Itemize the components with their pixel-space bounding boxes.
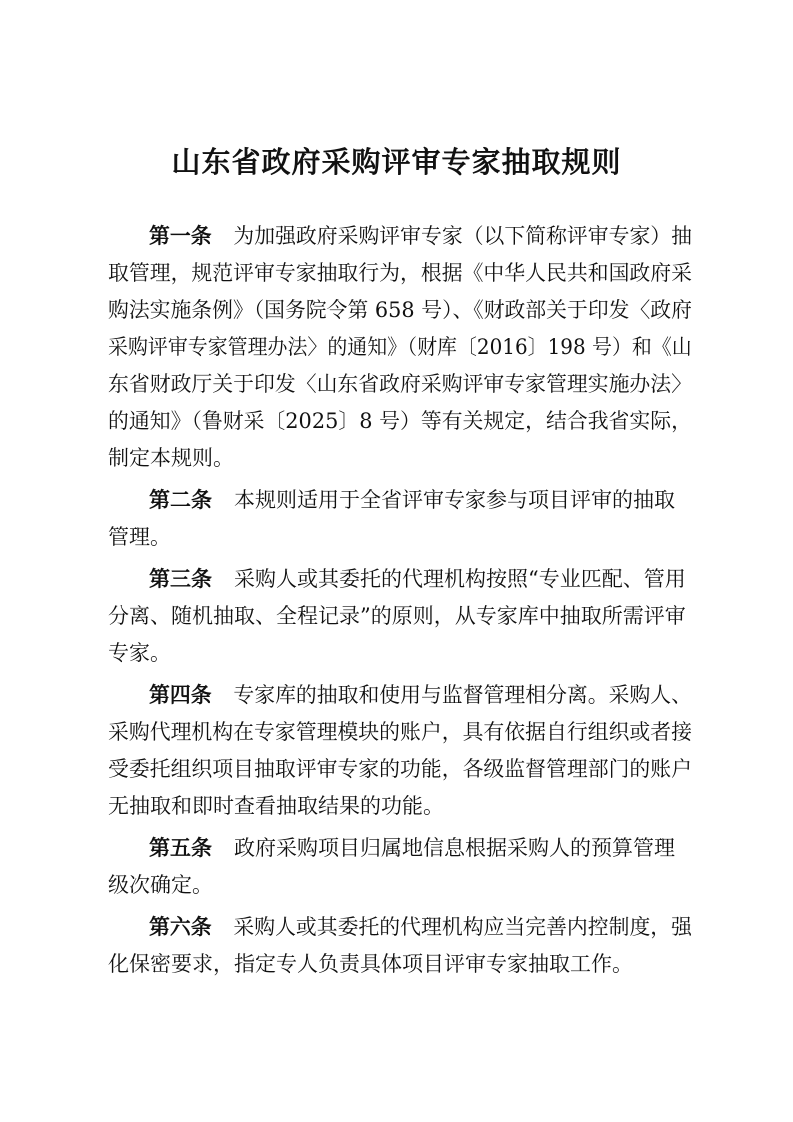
article-5-text-line: 政府采购项目归属地信息根据采购人的预算管理	[234, 836, 675, 860]
article-1-text-line: 购法实施条例》（国务院令第 658 号）、《财政部关于印发〈政府	[108, 298, 692, 322]
article-6-first-line	[149, 913, 692, 941]
article-1-text-line: 为加强政府采购评审专家（以下简称评审专家）抽	[233, 224, 693, 248]
article-6-text-line: 化保密要求，指定专人负责具体项目评审专家抽取工作。	[108, 952, 633, 976]
article-4-first-line	[149, 681, 692, 709]
article-1-text-line: 制定本规则。	[108, 446, 234, 470]
article-1-first-line	[149, 222, 692, 250]
article-2-label: 第二条	[149, 488, 212, 512]
article-5-label: 第五条	[149, 836, 212, 860]
article-3-text-line: 分离、随机抽取、全程记录”的原则，从专家库中抽取所需评审	[108, 604, 686, 628]
article-3-label: 第三条	[149, 567, 212, 591]
article-6-label: 第六条	[149, 915, 212, 939]
article-1-text-line: 的通知》（鲁财采〔2025〕8 号）等有关规定，结合我省实际，	[108, 409, 692, 433]
article-4-text-line: 专家库的抽取和使用与监督管理相分离。采购人、	[233, 683, 693, 707]
article-4-text-line: 无抽取和即时查看抽取结果的功能。	[108, 794, 444, 818]
article-3-first-line	[149, 565, 686, 593]
article-1-text-line: 东省财政厅关于印发〈山东省政府采购评审专家管理实施办法〉	[108, 372, 693, 396]
article-2-first-line	[149, 486, 675, 514]
document-title: 山东省政府采购评审专家抽取规则	[171, 145, 622, 179]
article-6-text-line: 采购人或其委托的代理机构应当完善内控制度，强	[233, 915, 693, 939]
article-3-text-line: 专家。	[108, 641, 171, 665]
article-1-label: 第一条	[149, 224, 212, 248]
article-3-text-line: 采购人或其委托的代理机构按照“专业匹配、管用	[234, 567, 686, 591]
article-4-text-line: 受委托组织项目抽取评审专家的功能，各级监督管理部门的账户	[108, 757, 693, 781]
article-4-text-line: 采购代理机构在专家管理模块的账户，具有依据自行组织或者接	[108, 720, 693, 744]
article-4-label: 第四条	[149, 683, 212, 707]
article-1-text-line: 采购评审专家管理办法〉的通知》（财库〔2016〕198 号）和《山	[108, 335, 692, 359]
article-5-text-line: 级次确定。	[108, 873, 213, 897]
article-2-text-line: 管理。	[108, 525, 171, 549]
article-5-first-line	[149, 834, 675, 862]
article-2-text-line: 本规则适用于全省评审专家参与项目评审的抽取	[234, 488, 675, 512]
article-1-text-line: 取管理，规范评审专家抽取行为，根据《中华人民共和国政府采	[108, 261, 693, 285]
